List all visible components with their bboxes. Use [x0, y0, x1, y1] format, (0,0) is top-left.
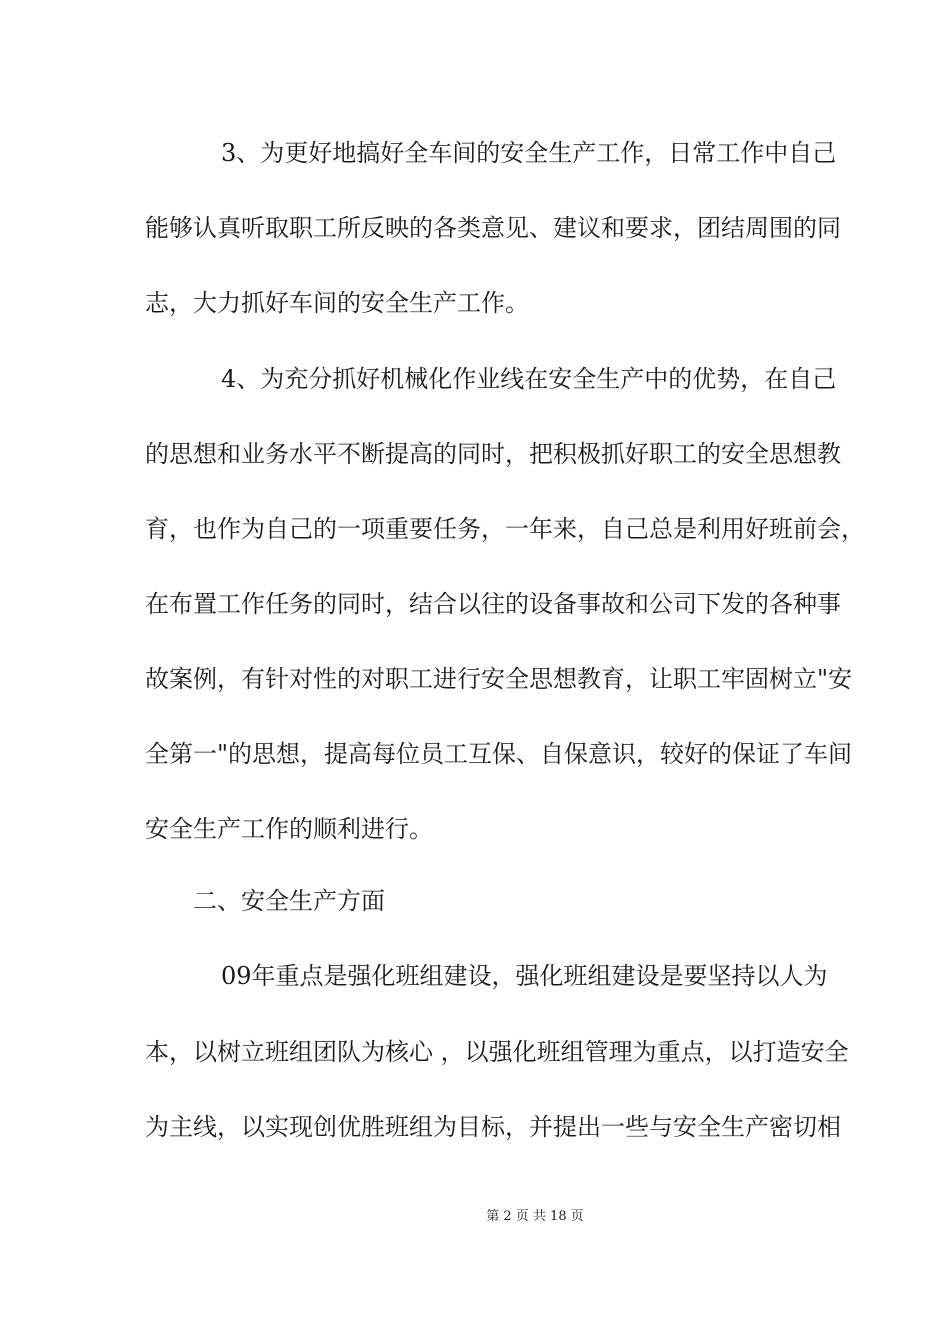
text-line: 志，大力抓好车间的安全生产工作。	[145, 289, 529, 317]
text-line: 本，以树立班组团队为核心 ，以强化班组管理为重点，以打造安全	[145, 1038, 849, 1066]
text-line: 能够认真听取职工所反映的各类意见、建议和要求，团结周围的同	[145, 214, 841, 242]
text-line: 的思想和业务水平不断提高的同时，把积极抓好职工的安全思想教	[145, 440, 841, 468]
text-line: 在布置工作任务的同时，结合以往的设备事故和公司下发的各种事	[145, 590, 841, 618]
text-line: 为主线，以实现创优胜班组为目标，并提出一些与安全生产密切相	[145, 1113, 841, 1141]
text-line: 4、为充分抓好机械化作业线在安全生产中的优势，在自己	[221, 365, 837, 393]
text-line: 3、为更好地搞好全车间的安全生产工作，日常工作中自己	[221, 139, 837, 167]
text-line: 安全生产工作的顺利进行。	[145, 815, 433, 843]
section-heading: 二、安全生产方面	[193, 887, 385, 915]
page-footer: 第 2 页 共 18 页	[486, 1209, 584, 1224]
text-line: 故案例，有针对性的对职工进行安全思想教育，让职工牢固树立"安	[145, 665, 853, 693]
text-line: 09年重点是强化班组建设，强化班组建设是要坚持以人为	[221, 962, 828, 990]
text-line: 育，也作为自己的一项重要任务，一年来，自己总是利用好班前会，	[145, 515, 865, 543]
text-line: 全第一"的思想，提高每位员工互保、自保意识，较好的保证了车间	[145, 740, 853, 768]
